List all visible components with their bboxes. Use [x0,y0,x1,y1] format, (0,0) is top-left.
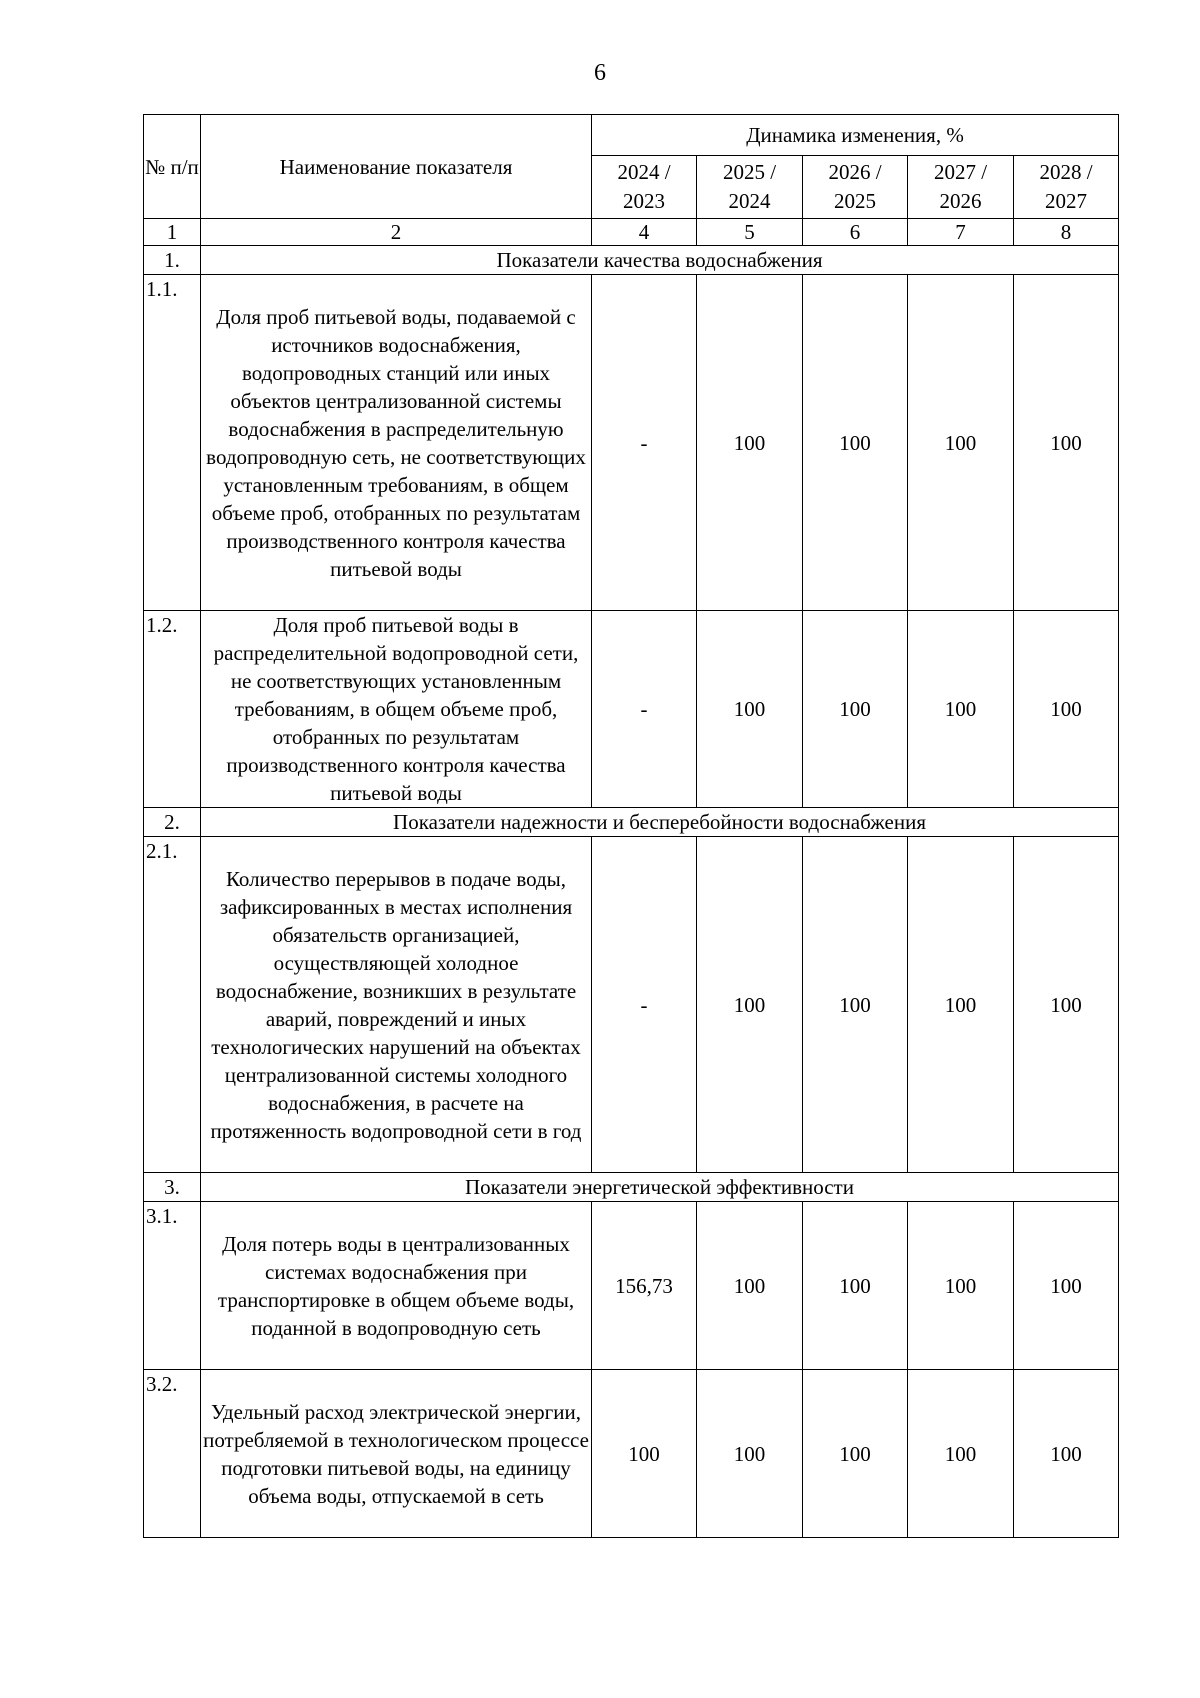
year-header-2027 [908,156,1014,219]
value-cell: 100 [1014,837,1119,1173]
value-cell: - [592,611,697,808]
indicator-name: Доля проб питьевой воды в распределительной водопроводной сети, не соответствующих установленным требованиям, в общем объеме проб, отобранных по результатам производственного контроля качества питьевой воды [201,611,592,808]
value-cell: 100 [1014,275,1119,611]
column-number: 4 [592,219,697,246]
section-title: Показатели надежности и бесперебойности водоснабжения [201,808,1119,837]
table-row [144,1370,1119,1538]
page-number: 6 [594,60,606,86]
section-title: Показатели качества водоснабжения [201,246,1119,275]
year-top: 2024 / [617,160,671,184]
year-top: 2025 / [722,160,777,184]
year-bottom: 2024 [728,189,771,213]
value-cell: 100 [803,837,908,1173]
value-cell: 100 [908,611,1014,808]
value-cell: 100 [803,275,908,611]
section-num: 1. [144,246,201,275]
value-cell: 100 [908,1202,1014,1370]
table-row [144,275,1119,611]
indicators-table [143,114,1119,1538]
year-top: 2028 / [1039,160,1093,184]
section-row [144,246,1119,275]
row-num: 1.1. [144,275,201,611]
section-row [144,1173,1119,1202]
value-cell: 100 [803,611,908,808]
column-number: 5 [697,219,803,246]
value-cell: 100 [908,275,1014,611]
section-num: 2. [144,808,201,837]
value-cell: 100 [1014,611,1119,808]
year-header-2026 [803,156,908,219]
value-cell: 100 [1014,1370,1119,1538]
year-bottom: 2025 [834,189,876,213]
value-cell: - [592,275,697,611]
value-cell: 100 [908,837,1014,1173]
value-cell: - [592,837,697,1173]
value-cell: 156,73 [592,1202,697,1370]
year-bottom: 2026 [939,189,982,213]
header-name-label: Наименование показателя [201,115,592,219]
row-num: 3.1. [144,1202,201,1370]
column-number: 2 [201,219,592,246]
row-num: 3.2. [144,1370,201,1538]
table-row [144,1202,1119,1370]
year-header-2025 [697,156,803,219]
year-bottom: 2023 [623,189,665,213]
value-cell: 100 [803,1370,908,1538]
section-title: Показатели энергетической эффективности [201,1173,1119,1202]
header-group-label: Динамика изменения, % [592,115,1119,156]
year-bottom: 2027 [1045,189,1087,213]
value-cell: 100 [1014,1202,1119,1370]
value-cell: 100 [697,275,803,611]
indicator-name: Доля проб питьевой воды, подаваемой с источников водоснабжения, водопроводных станций или иных объектов централизованной системы водоснабжения в распределительную водопроводную сеть, не соответствующих установленным требованиям, в общем объеме проб, отобранных по результатам производственного контроля качества питьевой воды [201,275,592,611]
row-num: 2.1. [144,837,201,1173]
column-number: 8 [1014,219,1119,246]
value-cell: 100 [697,1370,803,1538]
column-number: 1 [144,219,201,246]
section-row [144,808,1119,837]
table-row [144,611,1119,808]
year-top: 2026 / [828,160,882,184]
indicator-name: Удельный расход электрической энергии, потребляемой в технологическом процессе подготовки питьевой воды, на единицу объема воды, отпускаемой в сеть [201,1370,592,1538]
column-number: 7 [908,219,1014,246]
value-cell: 100 [592,1370,697,1538]
column-numbers-row [144,219,1119,246]
indicator-name: Количество перерывов в подаче воды, зафиксированных в местах исполнения обязательств организацией, осуществляющей холодное водоснабжение, возникших в результате аварий, повреждений и иных технологических нарушений на объектах централизованной системы холодного водоснабжения, в расчете на протяженность водопроводной сети в год [201,837,592,1173]
row-num: 1.2. [144,611,201,808]
value-cell: 100 [697,837,803,1173]
year-top: 2027 / [933,160,988,184]
value-cell: 100 [697,611,803,808]
year-header-2028 [1014,156,1119,219]
value-cell: 100 [908,1370,1014,1538]
section-num: 3. [144,1173,201,1202]
column-number: 6 [803,219,908,246]
value-cell: 100 [697,1202,803,1370]
table-row [144,837,1119,1173]
indicator-name: Доля потерь воды в централизованных системах водоснабжения при транспортировке в общем объеме воды, поданной в водопроводную сеть [201,1202,592,1370]
value-cell: 100 [803,1202,908,1370]
header-num-label: № п/п [144,115,201,219]
header-row-top [144,115,1119,156]
year-header-2024 [592,156,697,219]
